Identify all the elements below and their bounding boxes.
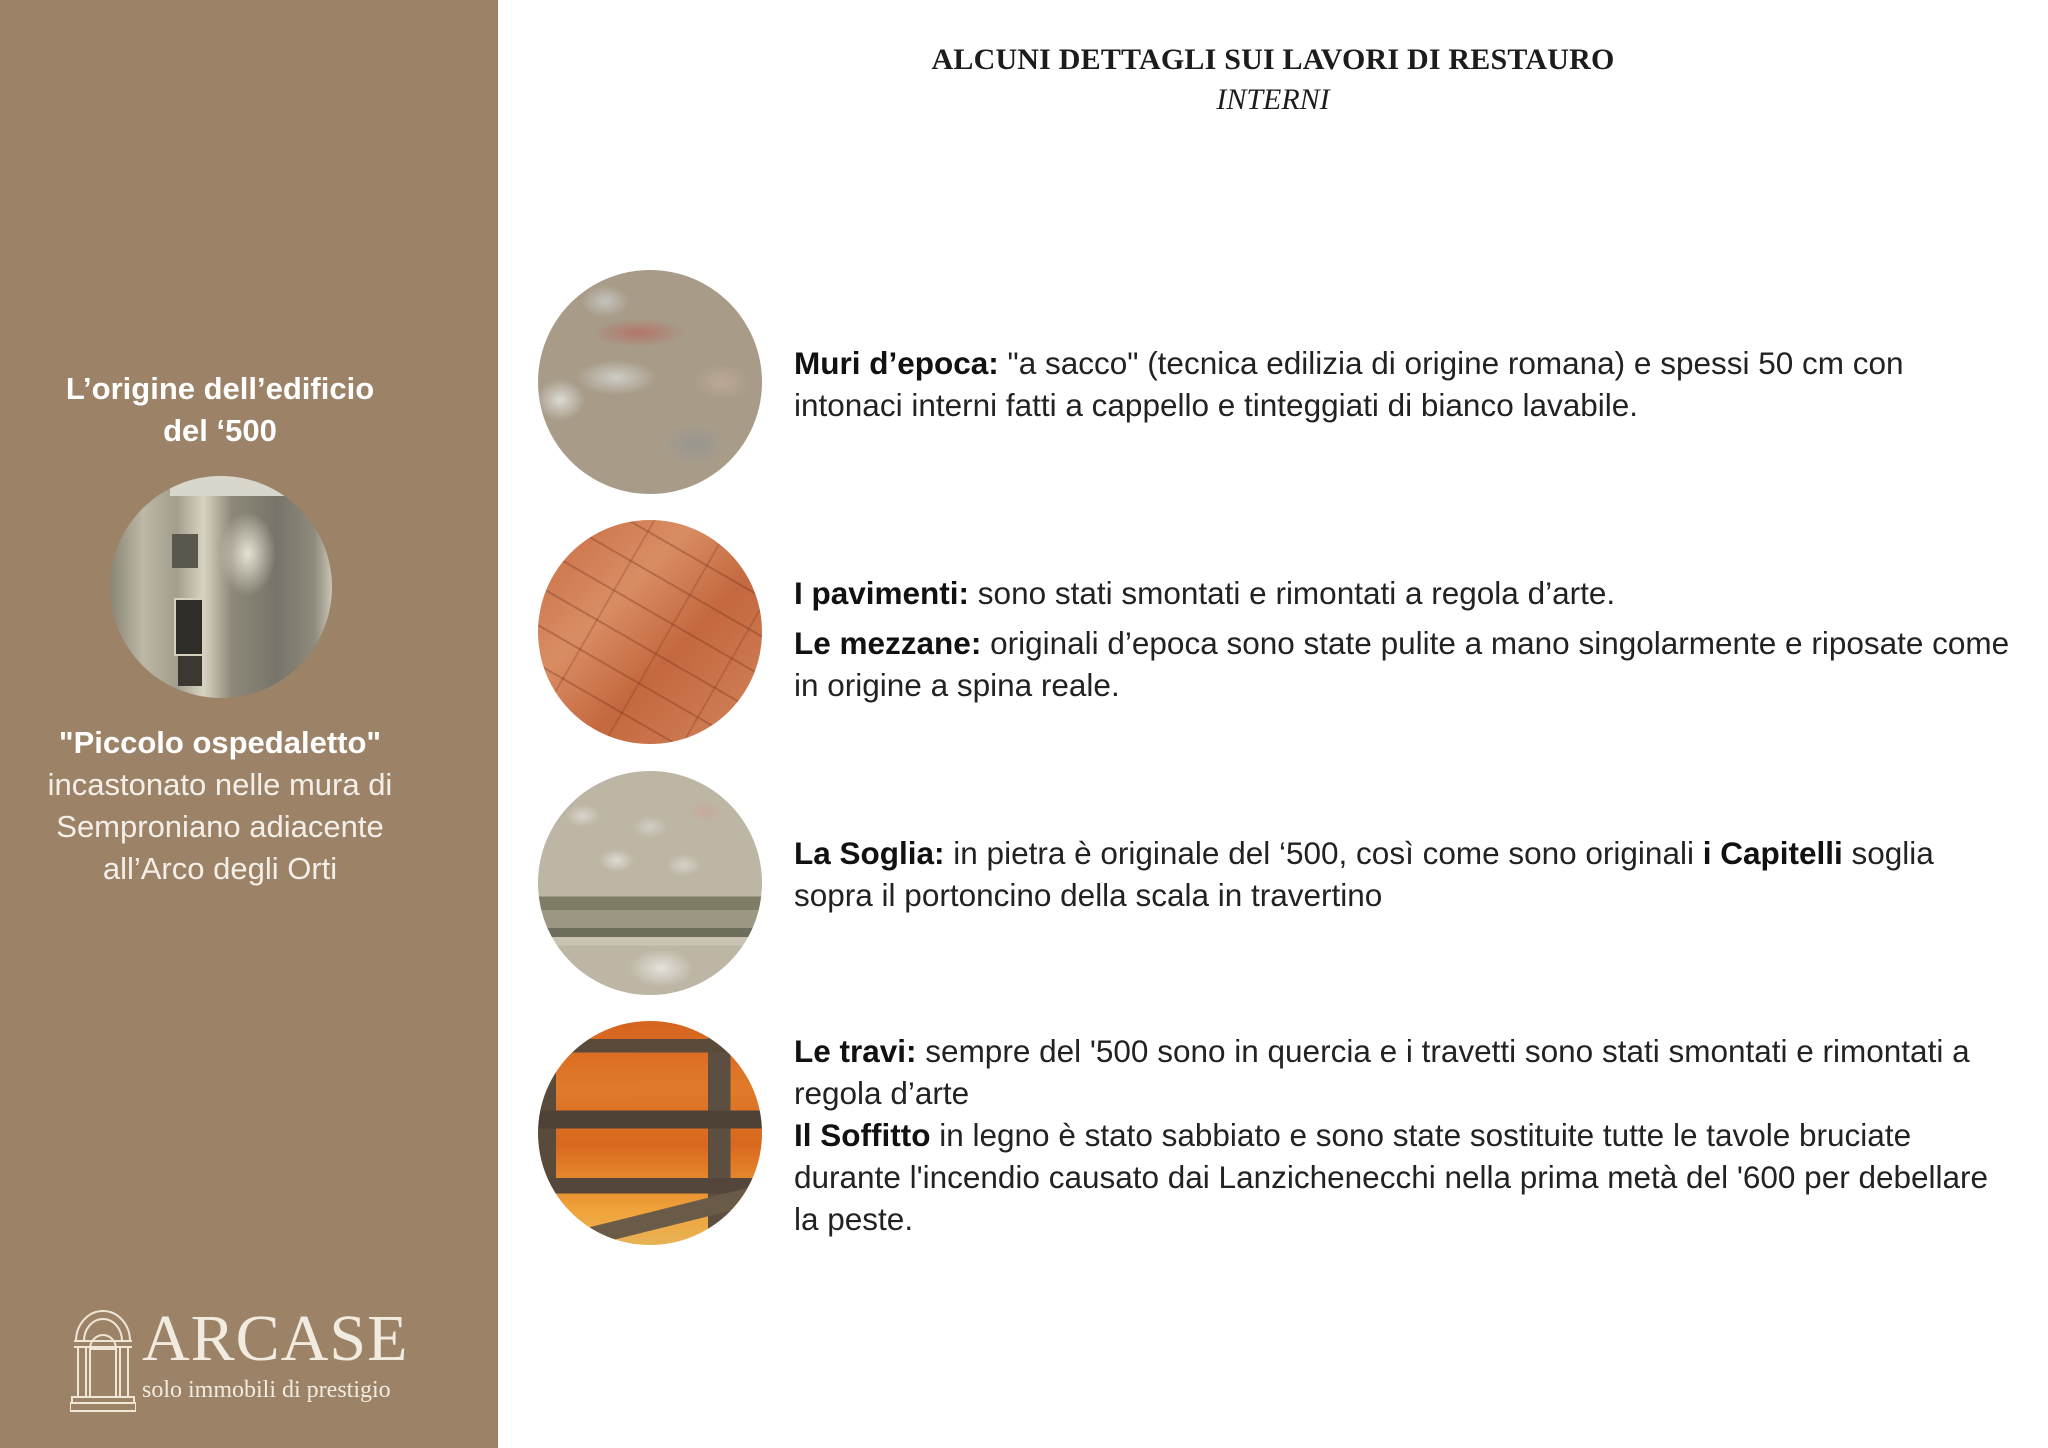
sky [170, 476, 290, 496]
detail-text: in pietra è originale del ‘500, così come sono originali [944, 835, 1703, 871]
sidebar-title-line-2: del ‘500 [163, 413, 277, 448]
building-window [172, 534, 198, 568]
detail-walls [794, 342, 2014, 426]
detail-threshold [794, 832, 2014, 916]
logo-tagline: solo immobili di prestigio [142, 1377, 391, 1403]
detail-label-capitals: i Capitelli [1702, 835, 1843, 871]
building-grate [178, 656, 202, 686]
description-line-2: Semproniano adiacente [56, 809, 384, 844]
detail-label: I pavimenti: [794, 575, 970, 611]
sidebar-title [0, 368, 440, 452]
detail-label: La Soglia: [794, 835, 945, 871]
arcase-logo [70, 1302, 430, 1415]
detail-text: in legno è stato sabbiato e sono state sostituite tutte le tavole bruciate durante l'incendio causato dai Lanzichenecchi nella prima metà del '600 per debellare la peste. [794, 1117, 1989, 1237]
detail-floors [794, 572, 2014, 706]
detail-label: Il Soffitto [794, 1117, 931, 1153]
sidebar-title-line-1: L’origine dell’edificio [65, 371, 375, 406]
detail-paragraph [794, 572, 2014, 614]
detail-text: originali d’epoca sono state pulite a mano singolarmente e riposate come in origine a spina reale. [794, 625, 2010, 703]
detail-label: Le mezzane: [794, 625, 982, 661]
page-title: ALCUNI DETTAGLI SUI LAVORI DI RESTAURO [931, 43, 1615, 76]
sidebar-description [0, 722, 440, 890]
detail-text: sempre del '500 sono in quercia e i travetti sono stati smontati e rimontati a regola d’arte [794, 1033, 1970, 1111]
detail-paragraph [794, 342, 2014, 426]
detail-paragraph [794, 832, 2014, 916]
sidebar [0, 0, 498, 1448]
detail-text: "a sacco" (tecnica edilizia di origine romana) e spessi 50 cm con intonaci interni fatti a cappello e tinteggiati di bianco lavabile. [794, 345, 1904, 423]
description-line-3: all’Arco degli Orti [102, 851, 338, 886]
terracotta-floor-photo [538, 520, 762, 744]
detail-label: Le travi: [794, 1033, 917, 1069]
page-header [498, 40, 2048, 120]
page-subtitle: INTERNI [1216, 83, 1330, 116]
detail-paragraph [794, 1114, 2014, 1240]
detail-paragraph [794, 622, 2014, 706]
detail-beams [794, 1030, 2014, 1240]
diagonal-beam [569, 1174, 762, 1245]
building-name: "Piccolo ospedaletto" [58, 725, 382, 760]
logo-name: ARCASE [142, 1302, 409, 1375]
building-door [174, 598, 204, 656]
historic-building-photo [110, 476, 332, 698]
detail-text: soglia sopra il portoncino della scala in travertino [794, 835, 1934, 913]
stone-wall-photo [538, 270, 762, 494]
stone-threshold-photo [538, 771, 762, 995]
wooden-beams-ceiling-photo [538, 1021, 762, 1245]
detail-text: sono stati smontati e rimontati a regola d’arte. [969, 575, 1616, 611]
detail-paragraph [794, 1030, 2014, 1114]
arch-doorway-icon [70, 1305, 136, 1413]
description-line-1: incastonato nelle mura di [47, 767, 393, 802]
detail-label: Muri d’epoca: [794, 345, 999, 381]
